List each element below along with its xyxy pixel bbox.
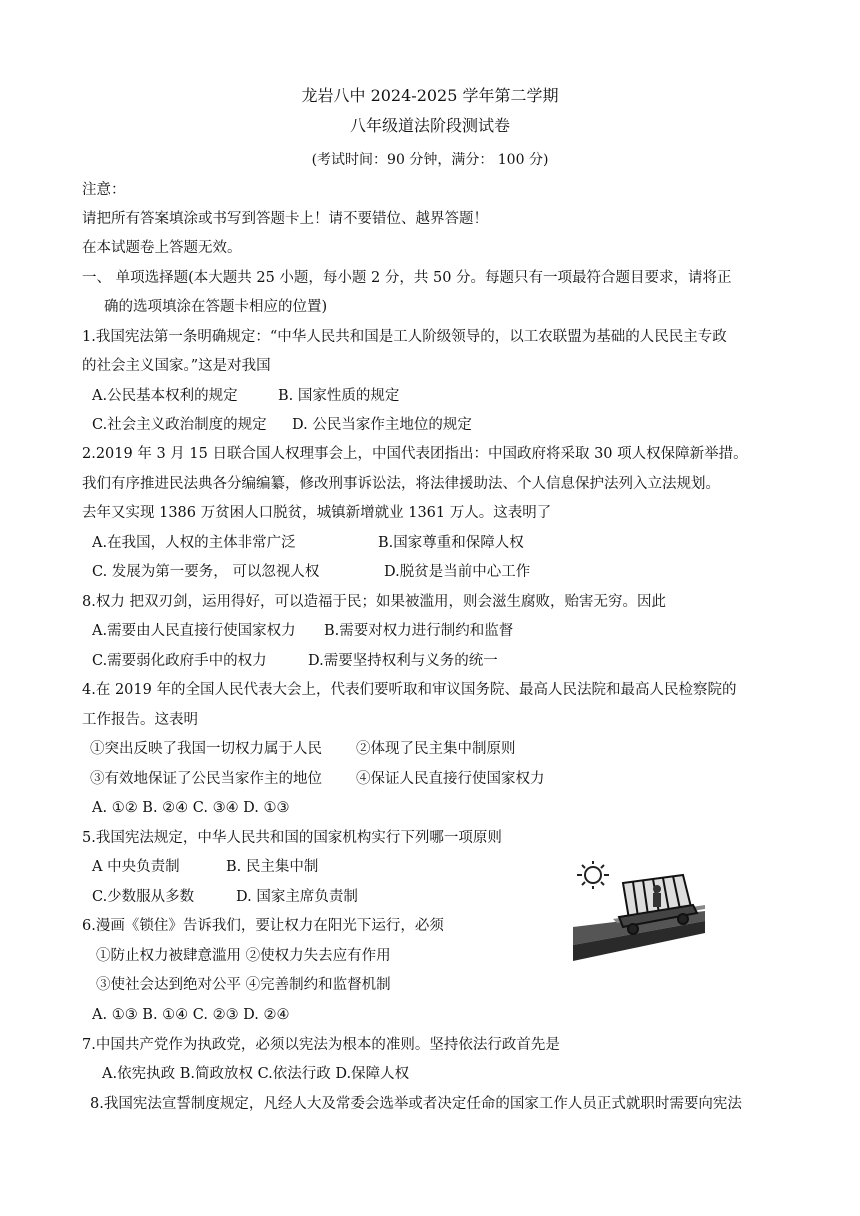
q3-option-d: D.需要坚持权利与义务的统一 [308,653,498,669]
q3-stem-line-1: 8.权力 把双刃剑，运用得好，可以造福于民；如果被滥用，则会滋生腐败，贻害无穷。因此 [82,594,666,610]
q1-option-d: D. 公民当家作主地位的规定 [292,417,472,433]
exam-school-title: 龙岩八中 2024-2025 学年第二学期 [301,86,559,105]
q2-stem-line-1: 2.2019 年 3 月 15 日联合国人权理事会上，中国代表团指出：中国政府将采取 30 项人权保障新举措。 [82,446,748,462]
q4-statement-3: ③有效地保证了公民当家作主的地位 [90,771,322,787]
q4-options: A. ①② B. ②④ C. ③④ D. ①③ [92,800,290,816]
q4-statement-2: ②体现了民主集中制原则 [356,741,516,757]
person-icon [653,885,661,907]
q5-option-b: B. 民主集中制 [226,859,319,875]
q4-stem-line-2: 工作报告。这表明 [82,712,198,728]
q1-option-b: B. 国家性质的规定 [278,388,400,404]
sun-icon [577,861,609,889]
exam-subject-title: 八年级道法阶段测试卷 [349,116,510,135]
q6-statements-3-4: ③使社会达到绝对公平 ④完善制约和监督机制 [96,977,391,993]
q7-stem-line-1: 7.中国共产党作为执政党，必须以宪法为根本的准则。坚持依法行政首先是 [82,1037,560,1053]
comic-lock-illustration [573,861,705,961]
q4-stem-line-1: 4.在 2019 年的全国人民代表大会上，代表们要听取和审议国务院、最高人民法院和最高人民检察院的 [82,682,737,698]
q5-option-d: D. 国家主席负责制 [236,889,358,905]
q2-option-b: B.国家尊重和保障人权 [378,535,524,551]
q3-option-b: B.需要对权力进行制约和监督 [324,623,514,639]
q1-stem-line-2: 的社会主义国家。”这是对我国 [82,358,271,374]
q4-statement-4: ④保证人民直接行使国家权力 [356,771,545,787]
notice-line-1: 请把所有答案填涂或书写到答题卡上！请不要错位、越界答题！ [82,211,488,227]
q6-stem-line-1: 6.漫画《锁住》告诉我们，要让权力在阳光下运行，必须 [82,918,444,934]
q2-stem-line-2: 我们有序推进民法典各分编编纂，修改刑事诉讼法，将法律援助法、个人信息保护法列入立法规划。 [82,476,720,492]
q3-option-a: A.需要由人民直接行使国家权力 [92,623,296,639]
q4-statement-1: ①突出反映了我国一切权力属于人民 [90,741,322,757]
q5-option-c: C.少数服从多数 [92,889,195,905]
q2-option-a: A.在我国，人权的主体非常广泛 [92,535,296,551]
q5-stem-line-1: 5.我国宪法规定，中华人民共和国的国家机构实行下列哪一项原则 [82,830,502,846]
notice-line-2: 在本试题卷上答题无效。 [82,240,242,256]
q2-stem-line-3: 去年又实现 1386 万贫困人口脱贫，城镇新增就业 1361 万人。这表明了 [82,505,552,521]
q1-stem-line-1: 1.我国宪法第一条明确规定：“中华人民共和国是工人阶级领导的，以工农联盟为基础的人民民主专政 [82,329,727,345]
notice-label: 注意： [82,182,126,198]
q2-option-c: C. 发展为第一要务， 可以忽视人权 [92,564,320,580]
q1-option-a: A.公民基本权利的规定 [92,388,238,404]
q3-option-c: C.需要弱化政府手中的权力 [92,653,267,669]
q6-options: A. ①③ B. ①④ C. ②③ D. ②④ [92,1007,290,1023]
q5-option-a: A 中央负责制 [92,859,180,875]
section-heading-line-1: 一、 单项选择题(本大题共 25 小题，每小题 2 分，共 50 分。每题只有一项最符合题目要求，请将正 [82,270,732,286]
q8-stem-line-1: 8.我国宪法宣誓制度规定，凡经人大及常委会选举或者决定任命的国家工作人员正式就职时需要向宪法 [90,1096,742,1112]
q1-option-c: C.社会主义政治制度的规定 [92,417,267,433]
q7-options: A.依宪执政 B.简政放权 C.依法行政 D.保障人权 [102,1066,410,1082]
comic-lock-drawing [573,861,705,961]
q2-option-d: D.脱贫是当前中心工作 [384,564,531,580]
exam-info: (考试时间：90 分钟，满分： 100 分) [311,152,549,168]
section-heading-line-2: 确的选项填涂在答题卡相应的位置) [104,299,328,315]
q6-statements-1-2: ①防止权力被肆意滥用 ②使权力失去应有作用 [96,948,391,964]
